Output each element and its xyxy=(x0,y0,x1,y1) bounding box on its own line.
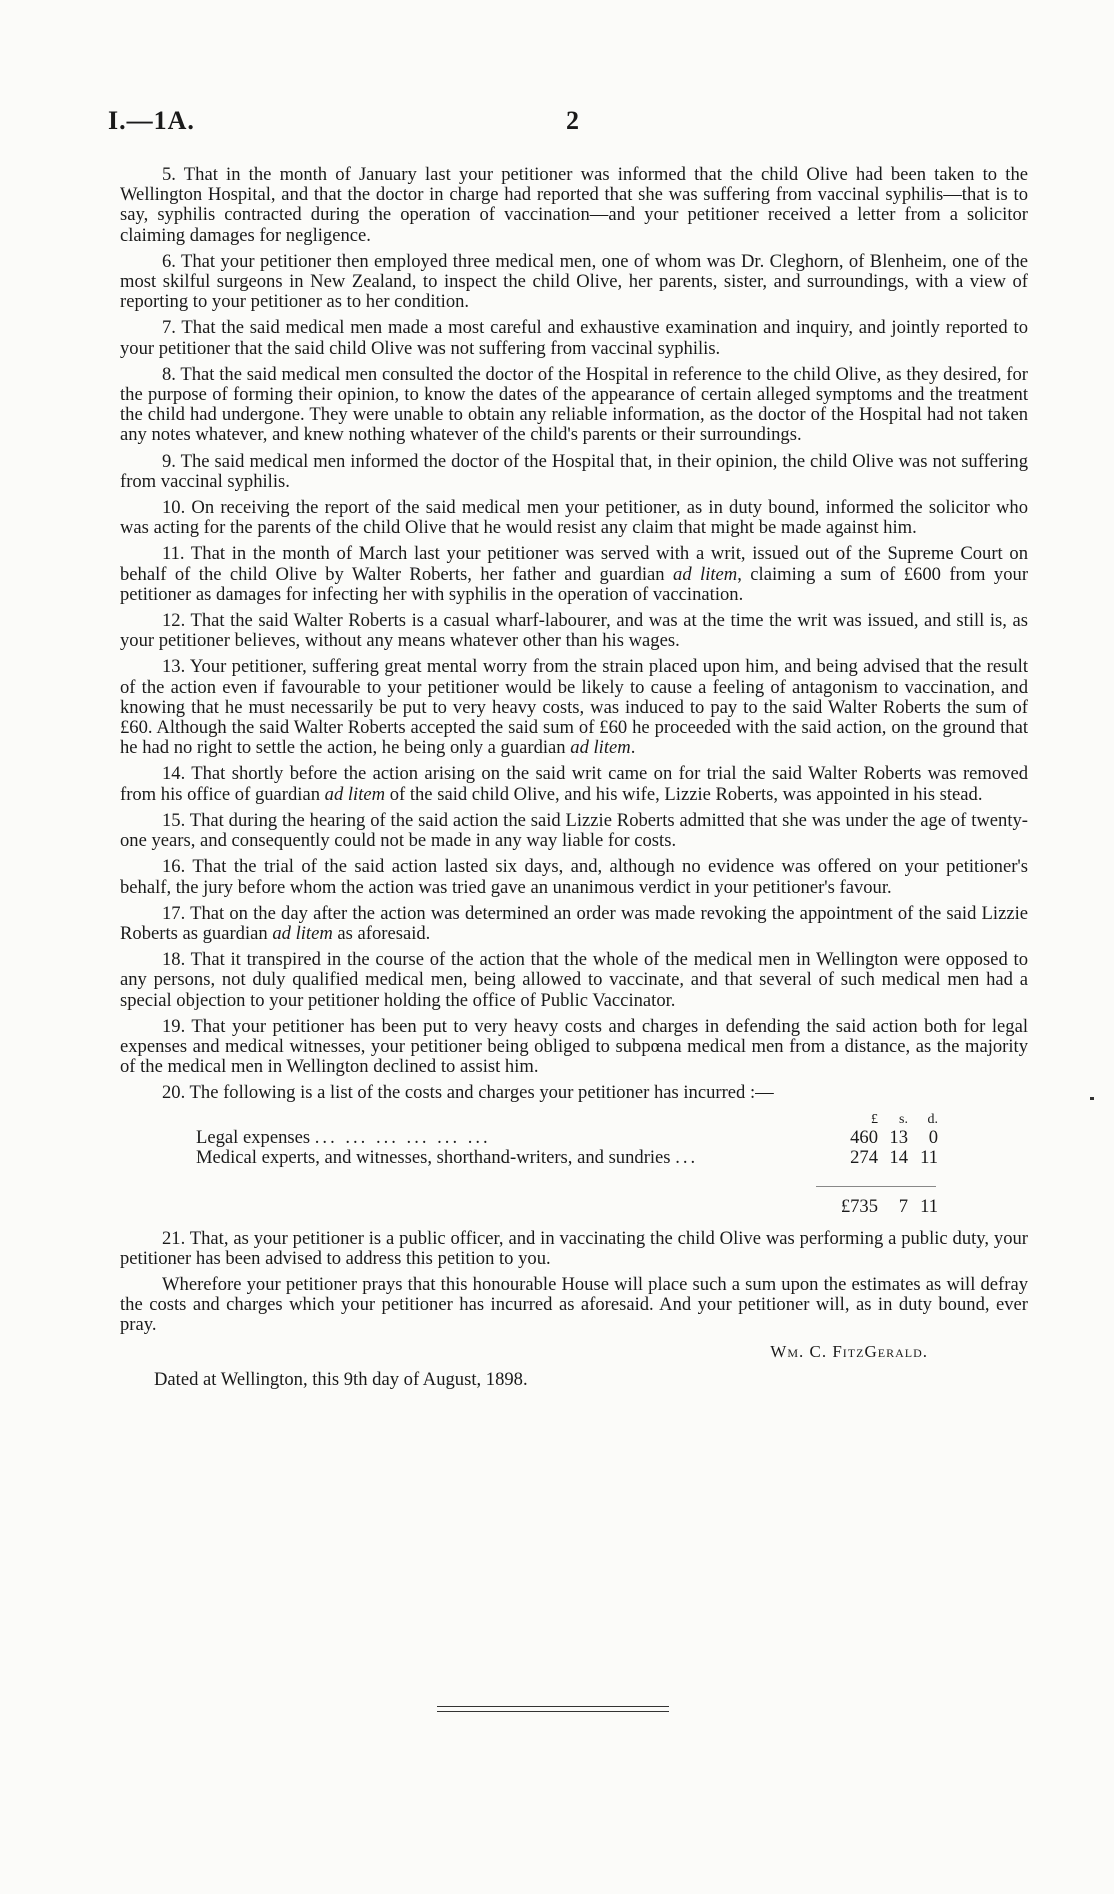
paragraph-p19 xyxy=(120,1017,1028,1078)
cost-label: Legal expenses xyxy=(196,1127,311,1148)
paragraph-p16 xyxy=(120,857,1028,897)
cost-pence: 11 xyxy=(920,1146,938,1168)
paragraph-p20 xyxy=(120,1083,1028,1103)
cost-shillings: 13 xyxy=(889,1126,908,1148)
paragraph-text: 12. That the said Walter Roberts is a casual wharf-labourer, and was at the time the writ was issued, and still is, as your petitioner believes, without any means whatever other than his wages. xyxy=(120,610,1028,652)
paragraph-text: 21. That, as your petitioner is a public officer, and in vaccinating the child Olive was performing a public duty, your petitioner has been advised to address this petition to you. xyxy=(120,1227,1028,1269)
total-pence: 11 xyxy=(920,1195,938,1217)
shillings-header: s. xyxy=(899,1111,908,1127)
paragraph-p6 xyxy=(120,252,1028,313)
paragraph-text: 19. That your petitioner has been put to very heavy costs and charges in defending the said action both for legal expenses and medical witnesses, your petitioner being obliged to subpœna medical men from a distance, as the majority of the medical men in Wellington declined to assist him. xyxy=(120,1015,1028,1078)
paragraph-text: . xyxy=(630,737,636,759)
pence-header: d. xyxy=(927,1111,938,1127)
paragraph-p13 xyxy=(120,657,1028,758)
paragraph-p11 xyxy=(120,544,1028,605)
page-header xyxy=(108,106,988,140)
date-line: Dated at Wellington, this 9th day of August, 1898. xyxy=(154,1368,528,1390)
paragraph-p14 xyxy=(120,764,1028,804)
cost-shillings: 14 xyxy=(889,1146,908,1168)
cost-pounds: 274 xyxy=(850,1146,878,1168)
cost-total-row xyxy=(120,1197,1028,1217)
paragraph-text: 13. Your petitioner, suffering great mental worry from the strain placed upon him, and being advised that the result of the action even if favourable to your petitioner would be likely to cause a feeling of antagonism to vaccination, and knowing that he must necessarily be put to very heavy costs, was induced to pay to the said Walter Roberts the sum of £60. Although the said Walter Roberts accepted the said sum of £60 he proceeded with the said action, on the ground that he had no right to settle the action, he being only a guardian xyxy=(120,656,1028,759)
paragraph-p17 xyxy=(120,904,1028,944)
italic-term: ad litem xyxy=(272,922,333,944)
costs-table xyxy=(120,1110,1028,1217)
paragraph-p18 xyxy=(120,950,1028,1011)
paragraph-text: 17. That on the day after the action was determined an order was made revoking the appointment of the said Lizzie Roberts as guardian xyxy=(120,902,1028,944)
paragraph-text: Wherefore your petitioner prays that this honourable House will place such a sum upon the estimates as will defray the costs and charges which your petitioner has incurred as aforesaid. And your petitioner will, as in duty bound, ever pray. xyxy=(120,1273,1028,1336)
paragraph-p15 xyxy=(120,811,1028,851)
page-number: 2 xyxy=(566,106,579,135)
paragraph-text: as aforesaid. xyxy=(332,922,431,944)
signature: Wm. C. FitzGerald. xyxy=(770,1341,928,1361)
cost-label: Medical experts, and witnesses, shorthand-writers, and sundries xyxy=(196,1147,671,1168)
paragraph-p21 xyxy=(120,1229,1028,1269)
leader-dots: ... ... ... ... ... ... xyxy=(314,1127,491,1148)
costs-header-row xyxy=(120,1110,1028,1128)
paragraph-p12 xyxy=(120,611,1028,651)
cost-row-legal xyxy=(120,1128,1028,1148)
paragraph-text: 18. That it transpired in the course of the action that the whole of the medical men in Wellington were opposed to any persons, not duly qualified medical men, being allowed to vaccinate, and that several of such medical men had a special objection to your petitioner holding the office of Public Vaccinator. xyxy=(120,949,1028,1011)
paragraph-text: 5. That in the month of January last your petitioner was informed that the child Olive had been taken to the Wellington Hospital, and that the doctor in charge had reported that she was suffering from vaccinal syphilis—that is to say, syphilis contracted during the operation of vaccination—and your petitioner received a letter from a solicitor claiming damages for negligence. xyxy=(120,164,1028,246)
end-rule xyxy=(437,1706,669,1712)
paragraph-p7 xyxy=(120,318,1028,358)
paragraph-prayer xyxy=(120,1275,1028,1336)
cost-pounds: 460 xyxy=(850,1126,878,1148)
paragraph-text: 15. That during the hearing of the said action the said Lizzie Roberts admitted that she was under the age of twenty-one years, and consequently could not be made in any way liable for costs. xyxy=(120,809,1028,852)
paragraph-text: 11. That in the month of March last your petitioner was served with a writ, issued out of the Supreme Court on behalf of the child Olive by Walter Roberts, her father and guardian xyxy=(120,543,1028,585)
paragraph-p5 xyxy=(120,165,1028,246)
cost-pence: 0 xyxy=(928,1126,938,1148)
italic-term: ad litem xyxy=(673,563,738,585)
document-reference: I.—1A. xyxy=(108,106,195,135)
paragraph-text: , claiming a sum of £600 from your petitioner as damages for infecting her with syphilis in the operation of vaccination. xyxy=(120,563,1029,605)
italic-term: ad litem xyxy=(570,737,631,759)
paragraph-text: 8. That the said medical men consulted the doctor of the Hospital in reference to the child Olive, as they desired, for the purpose of forming their opinion, to know the dates of the appearance of certain alleged symptoms and the treatment the child had undergone. They were unable to obtain any reliable information, as the doctor of the Hospital had not taken any notes whatever, and knew nothing whatever of the child's parents or their surroundings. xyxy=(120,363,1028,446)
page-speck xyxy=(1090,1097,1094,1100)
paragraph-text: 7. That the said medical men made a most careful and exhaustive examination and inquiry, and jointly reported to your petitioner that the said child Olive was not suffering from vaccinal syphilis. xyxy=(120,317,1028,359)
paragraph-p9 xyxy=(120,452,1028,492)
cost-row-medical xyxy=(120,1148,1028,1168)
paragraph-p8 xyxy=(120,365,1028,446)
numbered-paragraphs xyxy=(120,165,1028,1104)
paragraph-text: 14. That shortly before the action arising on the said writ came on for trial the said Walter Roberts was removed from his office of guardian xyxy=(120,763,1028,805)
paragraph-text: 6. That your petitioner then employed three medical men, one of whom was Dr. Cleghorn, of Blenheim, one of the most skilful surgeons in New Zealand, to inspect the child Olive, her parents, sister, and surroundings, with a view of reporting to your petitioner as to her condition. xyxy=(120,250,1028,313)
paragraph-text: 20. The following is a list of the costs and charges your petitioner has incurred :— xyxy=(162,1082,774,1104)
total-shillings: 7 xyxy=(898,1195,908,1217)
closing-paragraphs xyxy=(120,1229,1028,1336)
paragraph-text: 10. On receiving the report of the said medical men your petitioner, as in duty bound, informed the solicitor who was acting for the parents of the child Olive that he would resist any claim that might be made against him. xyxy=(120,497,1028,539)
total-rule xyxy=(816,1186,936,1187)
paragraph-text: 9. The said medical men informed the doctor of the Hospital that, in their opinion, the child Olive was not suffering from vaccinal syphilis. xyxy=(120,450,1028,492)
petition-body xyxy=(120,165,1028,1390)
pounds-header: £ xyxy=(871,1111,878,1127)
paragraph-text: 16. That the trial of the said action lasted six days, and, although no evidence was offered on your petitioner's behalf, the jury before whom the action was tried gave an unanimous verdict in your petitioner's favour. xyxy=(120,856,1028,898)
total-pounds: £735 xyxy=(840,1195,878,1217)
paragraph-p10 xyxy=(120,498,1028,538)
italic-term: ad litem xyxy=(324,783,386,805)
leader-dots: ... xyxy=(675,1147,699,1168)
paragraph-text: of the said child Olive, and his wife, Lizzie Roberts, was appointed in his stead. xyxy=(385,783,983,805)
